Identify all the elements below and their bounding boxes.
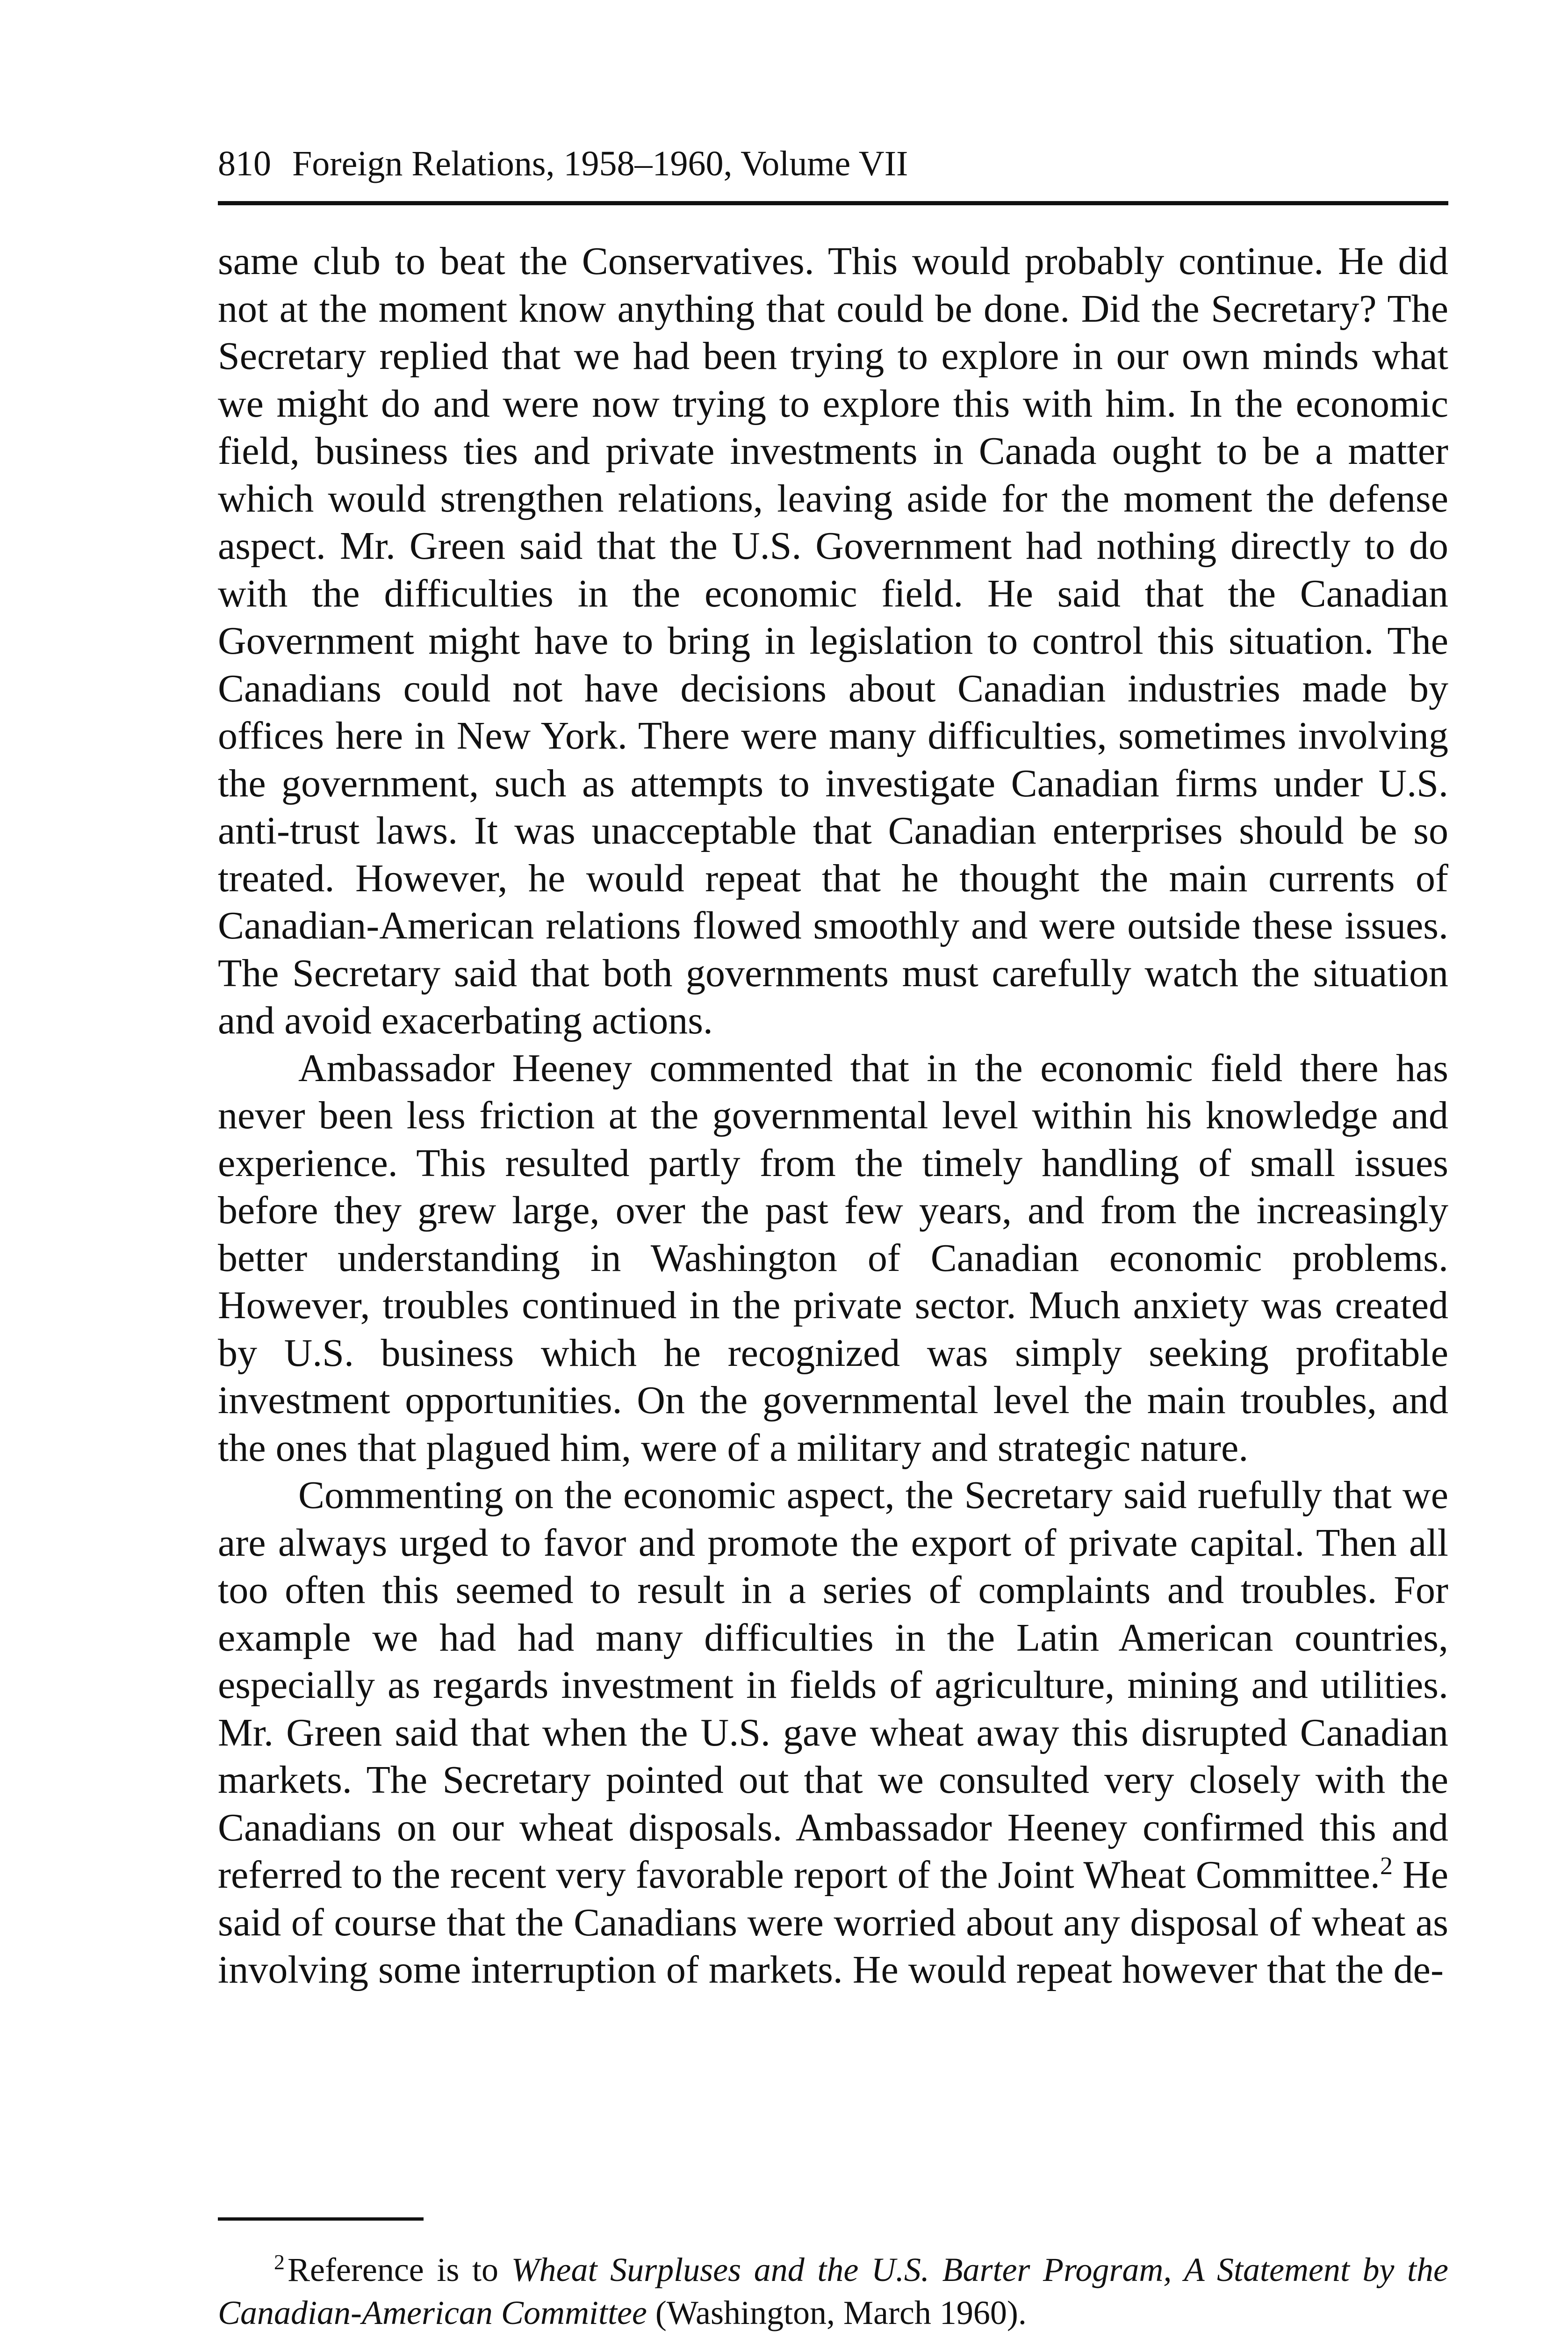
footnote-number: 2 [274, 2250, 285, 2274]
paragraph: same club to beat the Conservatives. This would probably continue. He did not at the moment know anything that could be done. Did the Secretary? The Secretary replied that we had been trying to explore in our own minds what we might do and were now trying to explore this with him. In the economic field, business ties and private investments in Canada ought to be a matter which would strengthen relations, leaving aside for the moment the defense aspect. Mr. Green said that the U.S. Government had nothing directly to do with the difficulties in the economic field. He said that the Canadian Government might have to bring in legislation to control this situation. The Canadians could not have decisions about Canadian industries made by offices here in New York. There were many difficulties, sometimes involving the government, such as attempts to investigate Canadian firms under U.S. anti-trust laws. It was unacceptable that Canadian enterprises should be so treated. However, he would repeat that he thought the main currents of Canadian-American relations flowed smoothly and were outside these issues. The Secretary said that both governments must carefully watch the situation and avoid exacerbating actions. [218, 239, 1448, 1042]
running-header [218, 140, 1448, 187]
body-text [218, 238, 1448, 1994]
footnote-reference[interactable]: 2 [1380, 1852, 1393, 1880]
footnote-rule [218, 2217, 424, 2221]
page-number: 810 [218, 144, 271, 183]
header-rule [218, 201, 1448, 205]
running-title: Foreign Relations, 1958–1960, Volume VII [292, 144, 908, 183]
paragraph: Ambassador Heeney commented that in the economic field there has never been less friction at the governmental level within his knowledge and experience. This resulted partly from the timely handling of small issues before they grew large, over the past few years, and from the increasingly better understanding in Washington of Canadian economic problems. However, troubles continued in the private sector. Much anxiety was created by U.S. business which he recognized was simply seeking profitable investment opportunities. On the governmental level the main troubles, and the ones that plagued him, were of a military and strategic nature. [218, 1046, 1448, 1470]
footnote [218, 2248, 1448, 2334]
paragraph-text: He said of course that the Canadians were worried about any disposal of wheat as involving some interruption of markets. He would repeat however that the de- [218, 1853, 1448, 1992]
footnote-publication-title: Wheat Surpluses and the U.S. Barter Program, A Statement by the Canadian-American Committee [218, 2251, 1448, 2331]
paragraph-text: Commenting on the economic aspect, the Secretary said ruefully that we are always urged to favor and promote the export of private capital. Then all too often this seemed to result in a series of complaints and troubles. For example we had had many difficulties in the Latin American countries, especially as regards investment in fields of agriculture, mining and utilities. Mr. Green said that when the U.S. gave wheat away this disrupted Canadian markets. The Secretary pointed out that we consulted very closely with the Canadians on our wheat disposals. Ambassador Heeney confirmed this and referred to the recent very favorable report of the Joint Wheat Committee. [218, 1473, 1448, 1897]
paragraph [218, 1472, 1448, 1994]
footnote-text: (Washington, March 1960). [647, 2294, 1027, 2331]
footnote-text: Reference is to [288, 2251, 511, 2288]
